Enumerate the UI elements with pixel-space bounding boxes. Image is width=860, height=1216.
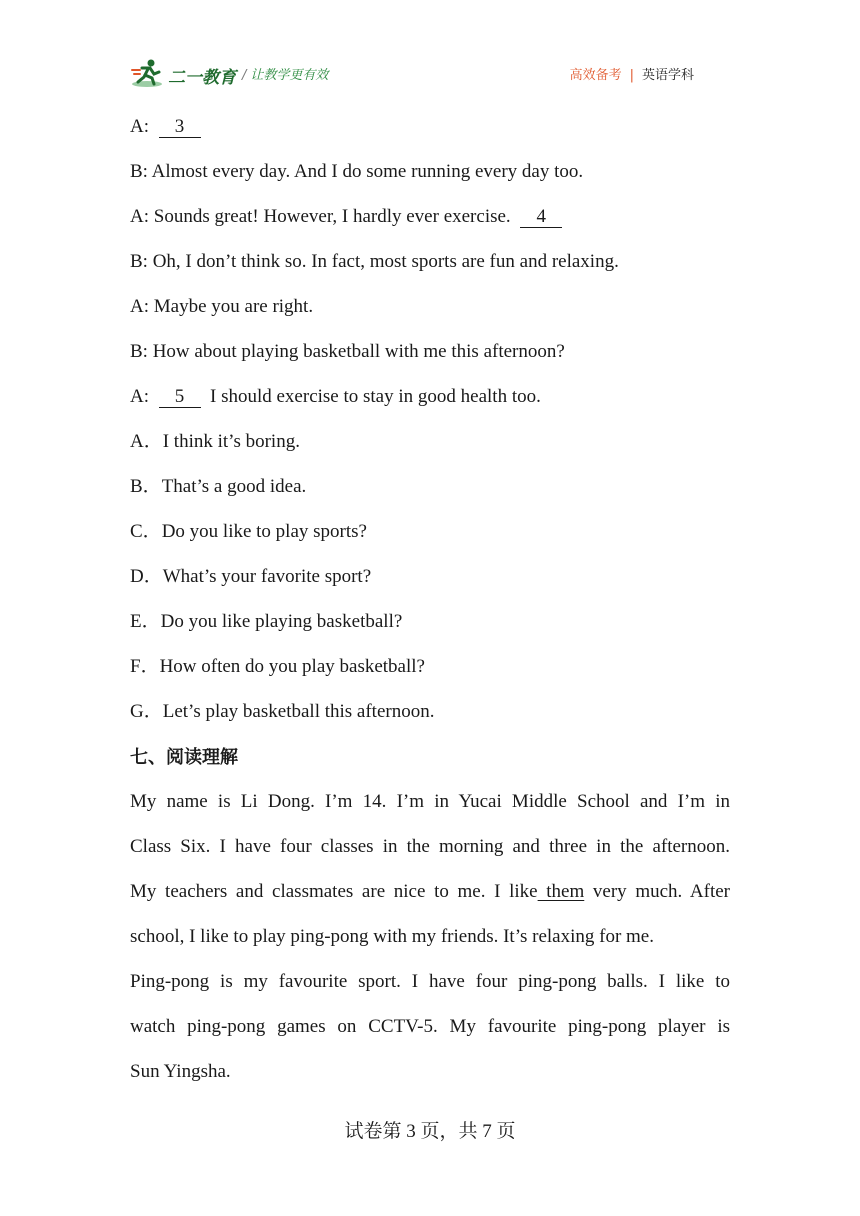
answer-blank-5: 5 — [159, 387, 201, 408]
header-separator: | — [629, 68, 634, 83]
header-tags — [570, 64, 694, 83]
header-tag-subject: 英语学科 — [641, 68, 694, 83]
option-text: Do you like playing basketball? — [160, 611, 403, 632]
dialogue-text: I should exercise to stay in good health too. — [210, 386, 541, 407]
option-c — [130, 520, 730, 544]
dialogue-line-4: B: Oh, I don’t think so. In fact, most sports are fun and relaxing. — [130, 251, 619, 272]
dialogue-line-6: B: How about playing basketball with me this afternoon? — [130, 341, 565, 362]
option-text: Let’s play basketball this afternoon. — [162, 701, 435, 722]
passage-line-7: Sun Yingsha. — [130, 1061, 231, 1082]
option-b — [130, 475, 730, 499]
dialogue-line-3 — [130, 205, 730, 229]
speaker: A: — [130, 386, 149, 407]
answer-blank-3: 3 — [159, 117, 201, 138]
slogan: / 让教学更有效 — [242, 68, 329, 83]
option-letter: G． — [130, 701, 163, 722]
dialogue-text: A: Sounds great! However, I hardly ever exercise. — [130, 206, 511, 227]
option-letter: D． — [130, 566, 163, 587]
dialogue-line-1 — [130, 115, 730, 139]
option-e — [130, 610, 730, 634]
passage-line-6: watch ping-pong games on CCTV-5. My favourite ping-pong player is — [130, 1016, 730, 1037]
dialogue-line-7 — [130, 385, 730, 409]
option-letter: A． — [130, 431, 163, 452]
option-letter: C． — [130, 521, 162, 542]
underlined-word: them — [537, 881, 585, 902]
option-text: Do you like to play sports? — [161, 521, 367, 542]
page-footer: 试卷第 3 页，共 7 页 — [344, 1121, 516, 1142]
option-g — [130, 700, 730, 724]
passage-text: My teachers and classmates are nice to me. I like — [130, 881, 538, 902]
option-letter: F． — [130, 656, 160, 677]
logo-text: 二一教育 — [168, 68, 236, 88]
passage-line-2: Class Six. I have four classes in the morning and three in the afternoon. — [130, 836, 730, 857]
passage-line-4: school, I like to play ping-pong with my friends. It’s relaxing for me. — [130, 926, 654, 947]
header-tag-exam: 高效备考 — [569, 68, 622, 83]
page-header — [130, 56, 730, 92]
dialogue-line-2: B: Almost every day. And I do some running every day too. — [130, 161, 584, 182]
option-text: I think it’s boring. — [162, 431, 300, 452]
section-title: 七、阅读理解 — [130, 747, 238, 768]
option-text: What’s your favorite sport? — [162, 566, 372, 587]
slogan-text: 让教学更有效 — [250, 68, 329, 83]
dialogue-line-5: A: Maybe you are right. — [130, 296, 314, 317]
option-text: That’s a good idea. — [161, 476, 307, 497]
option-letter: E． — [130, 611, 161, 632]
passage-line-3 — [130, 880, 730, 904]
answer-blank-4: 4 — [520, 207, 562, 228]
option-f — [130, 655, 730, 679]
option-d — [130, 565, 730, 589]
passage-line-5: Ping-pong is my favourite sport. I have four ping-pong balls. I like to — [130, 971, 730, 992]
speaker: A: — [130, 116, 149, 137]
option-text: How often do you play basketball? — [159, 656, 425, 677]
option-letter: B． — [130, 476, 162, 497]
passage-line-1: My name is Li Dong. I’m 14. I’m in Yucai Middle School and I’m in — [130, 791, 730, 812]
running-figure-logo-icon — [130, 58, 164, 88]
passage-text: very much. After — [584, 881, 730, 902]
option-a — [130, 430, 730, 454]
